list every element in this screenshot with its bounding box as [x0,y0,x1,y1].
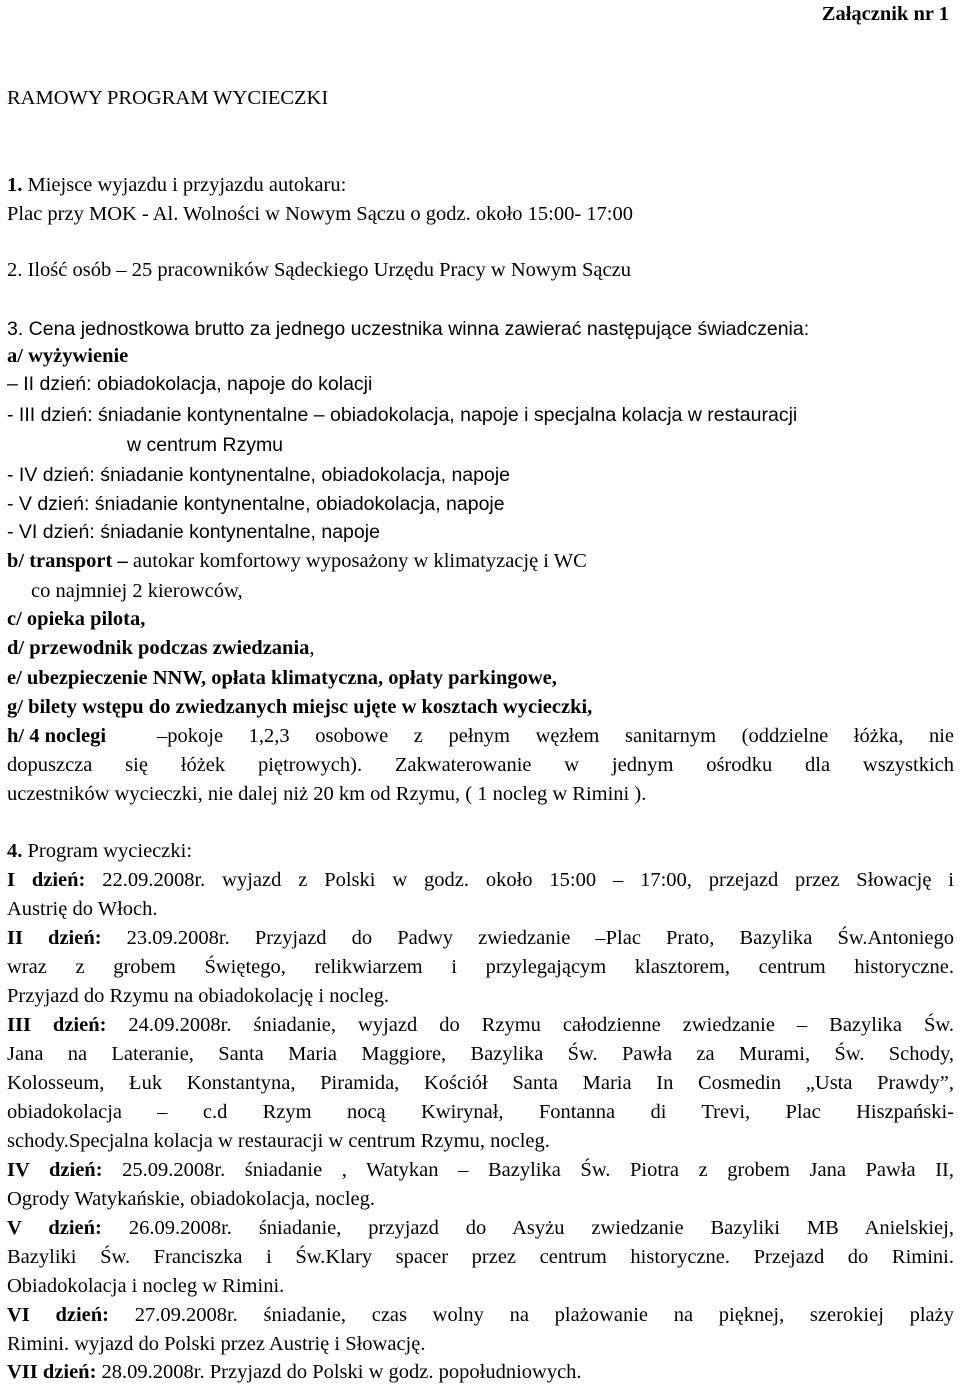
section-3-g: g/ bilety wstępu do zwiedzanych miejsc ujęte w kosztach wycieczki, [7,696,593,718]
day-3-line: schody.Specjalna kolacja w restauracji w centrum Rzymu, nocleg. [7,1130,550,1152]
day-2-line [7,924,954,953]
section-1-heading [7,171,954,200]
day-3-line: Kolosseum, Łuk Konstantyna, Piramida, Kościół Santa Maria In Cosmedin „Usta Prawdy”, [7,1072,954,1094]
section-3-h-line3: uczestników wycieczki, nie dalej niż 20 km od Rzymu, ( 1 nocleg w Rimini ). [7,783,647,805]
day-4-line [7,1156,954,1185]
meal-line: - IV dzień: śniadanie kontynentalne, obiadokolacja, napoje [7,464,511,486]
day-1-label: I dzień: [7,869,86,891]
day-5-line: Obiadokolacja i nocleg w Rimini. [7,1275,285,1297]
section-3-h [7,722,954,751]
day-6-line: Rimini. wyjazd do Polski przez Austrię i Słowację. [7,1333,426,1355]
section-3-c: c/ opieka pilota, [7,608,146,630]
day-1-line [7,866,954,895]
day-6-label: VI dzień: [7,1304,110,1326]
section-3-b-label: b/ transport – [7,550,128,572]
section-1-number: 1. [7,174,23,196]
document-title: RAMOWY PROGRAM WYCIECZKI [7,87,329,109]
day-6-line [7,1301,954,1330]
section-3-d-label: d/ przewodnik podczas zwiedzania [7,637,310,659]
section-4-heading [7,837,954,866]
day-5-line [7,1214,954,1243]
meal-line: - VI dzień: śniadanie kontynentalne, napoje [7,521,380,543]
day-3-line: obiadokolacja – c.d Rzym nocą Kwirynał, Fontanna di Trevi, Plac Hiszpański- [7,1101,954,1123]
day-7-line [7,1358,954,1387]
day-3-line [7,1011,954,1040]
section-3-d [7,634,954,663]
section-3-b-text2: co najmniej 2 kierowców, [31,580,243,602]
section-3-e: e/ ubezpieczenie NNW, opłata klimatyczna, opłaty parkingowe, [7,667,557,689]
day-4-line: Ogrody Watykańskie, obiadokolacja, nocleg. [7,1188,376,1210]
section-3-d-tail: , [309,637,315,659]
day-1-line: Austrię do Włoch. [7,898,158,920]
section-3-h-label: h/ 4 noclegi [7,725,107,747]
day-7-text: 28.09.2008r. Przyjazd do Polski w godz. popołudniowych. [96,1361,582,1383]
day-3-line: Jana na Lateranie, Santa Maria Maggiore, Bazylika Św. Pawła za Murami, Św. Schody, [7,1043,954,1065]
day-5-line: Bazyliki Św. Franciszka i Św.Klary spacer przez centrum historyczne. Przejazd do Rimini. [7,1246,954,1268]
day-2-label: II dzień: [7,927,102,949]
day-5-label: V dzień: [7,1217,102,1239]
section-1-label: Miejsce wyjazdu i przyjazdu autokaru: [27,174,347,196]
section-3-a-label: a/ wyżywienie [7,345,129,367]
meal-line: w centrum Rzymu [127,434,284,456]
section-2-text: 2. Ilość osób – 25 pracowników Sądeckiego Urzędu Pracy w Nowym Sączu [7,259,631,281]
section-1-text: Plac przy MOK - Al. Wolności w Nowym Sączu o godz. około 15:00- 17:00 [7,203,634,225]
section-3-h-line1: –pokoje 1,2,3 osobowe z pełnym węzłem sanitarnym (oddzielne łóżka, nie [157,725,954,747]
day-3-label: III dzień: [7,1014,107,1036]
day-6-text: 27.09.2008r. śniadanie, czas wolny na plażowanie na pięknej, szerokiej plaży [109,1304,954,1326]
day-4-label: IV dzień: [7,1159,103,1181]
day-2-text: 23.09.2008r. Przyjazd do Padwy zwiedzanie –Plac Prato, Bazylika Św.Antoniego [101,927,954,949]
meal-line: - III dzień: śniadanie kontynentalne – obiadokolacja, napoje i specjalna kolacja w restauracji [7,404,798,426]
attachment-label: Załącznik nr 1 [821,3,949,25]
day-5-text: 26.09.2008r. śniadanie, przyjazd do Asyżu zwiedzanie Bazyliki MB Anielskiej, [101,1217,954,1239]
day-4-text: 25.09.2008r. śniadanie , Watykan – Bazylika Św. Piotra z grobem Jana Pawła II, [102,1159,954,1181]
section-3-intro: 3. Cena jednostkowa brutto za jednego uczestnika winna zawierać następujące świadczenia: [7,318,810,340]
section-4-label: Program wycieczki: [22,840,193,862]
day-2-line: wraz z grobem Świętego, relikwiarzem i przylegającym klasztorem, centrum historyczne. [7,956,954,978]
section-3-h-line2: dopuszcza się łóżek piętrowych). Zakwaterowanie w jednym ośrodku dla wszystkich [7,754,954,776]
day-3-text: 24.09.2008r. śniadanie, wyjazd do Rzymu całodzienne zwiedzanie – Bazylika Św. [106,1014,954,1036]
day-7-label: VII dzień: [7,1361,97,1383]
section-3-b-text: autokar komfortowy wyposażony w klimatyzację i WC [127,550,587,572]
day-2-line: Przyjazd do Rzymu na obiadokolację i nocleg. [7,985,389,1007]
section-3-b [7,547,954,576]
meal-line: – II dzień: obiadokolacja, napoje do kolacji [7,373,373,395]
day-1-text: 22.09.2008r. wyjazd z Polski w godz. około 15:00 – 17:00, przejazd przez Słowację i [85,869,955,891]
section-4-number: 4. [7,840,23,862]
meal-line: - V dzień: śniadanie kontynentalne, obiadokolacja, napoje [7,493,505,515]
